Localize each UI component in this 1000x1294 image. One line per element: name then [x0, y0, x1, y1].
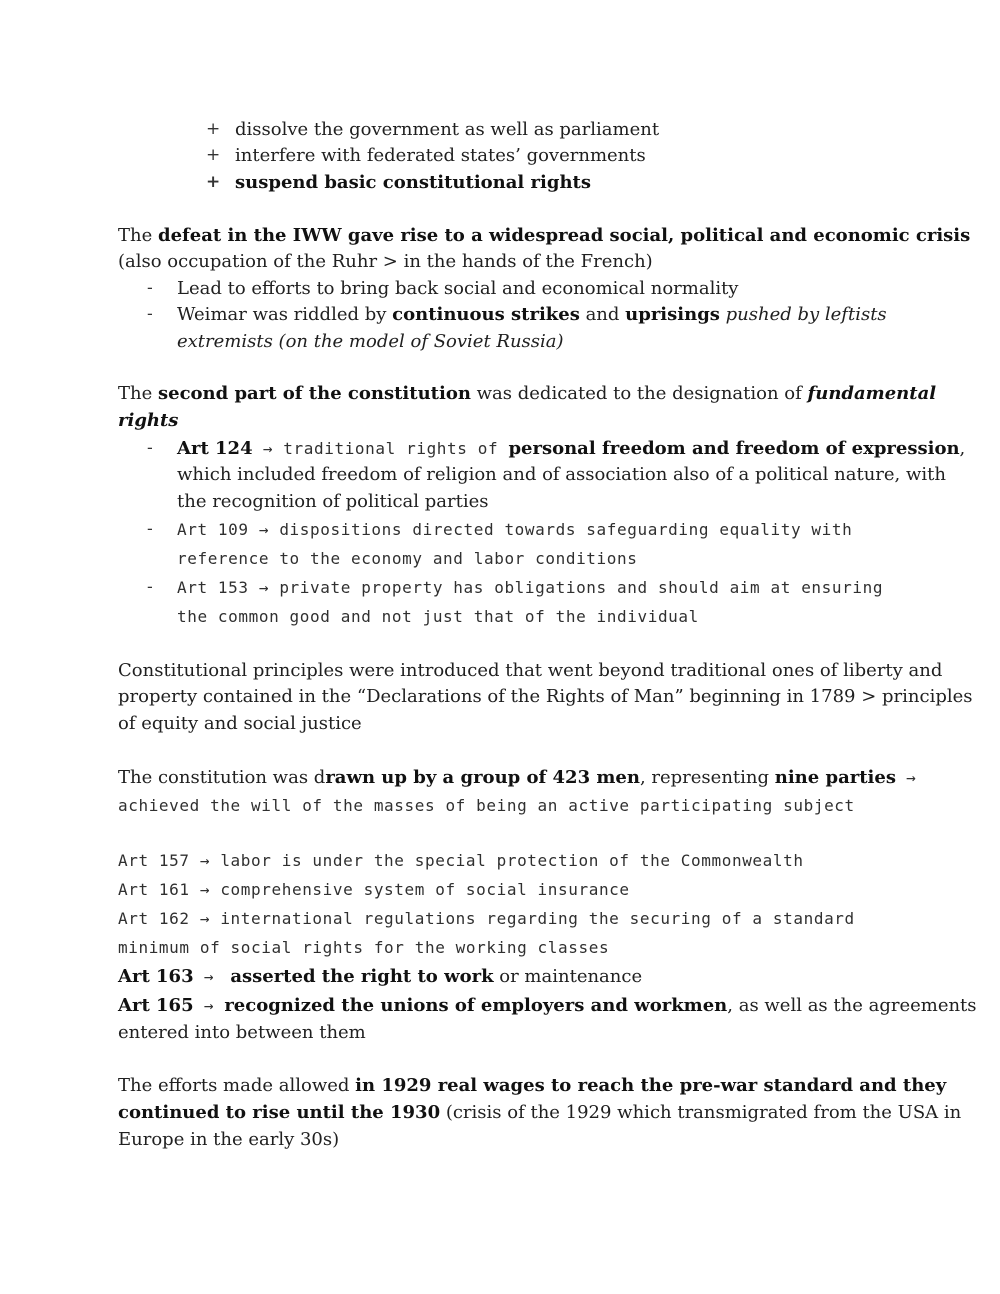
list-item: Lead to efforts to bring back social and economical normality: [177, 278, 739, 299]
bold-text: continued to rise until the 1930: [118, 1102, 441, 1123]
article-line: Art 157 → labor is under the special protection of the Commonwealth: [118, 851, 804, 870]
bold-text: uprisings: [625, 304, 720, 325]
list-item: Art 109 → dispositions directed towards safeguarding equality with: [177, 520, 853, 539]
list-item: suspend basic constitutional rights: [235, 172, 591, 193]
list-item-continuation: extremists (on the model of Soviet Russia): [177, 331, 564, 352]
text: (crisis of the 1929 which transmigrated from the USA in: [440, 1102, 962, 1123]
plus-bullet: +: [206, 172, 221, 192]
text: The: [118, 225, 158, 246]
bold-text: rawn up by a group of 423 men: [325, 767, 640, 788]
article-line: [118, 963, 642, 990]
list-item: dissolve the government as well as parliament: [235, 119, 660, 140]
paragraph-line: [118, 1072, 946, 1099]
article-label: Art 124: [177, 438, 253, 459]
arrow-text: →: [895, 768, 917, 787]
bold-italic-text: fundamental: [807, 383, 937, 404]
dash-bullet: -: [147, 304, 153, 324]
list-item-continuation: reference to the economy and labor conditions: [177, 549, 638, 568]
article-line: Art 161 → comprehensive system of social insurance: [118, 880, 630, 899]
plus-bullet: +: [206, 119, 221, 139]
bold-text: nine parties: [774, 767, 896, 788]
dash-bullet: -: [147, 577, 153, 597]
paragraph-line: Europe in the early 30s): [118, 1129, 340, 1150]
mono-text: → traditional rights of: [252, 439, 509, 458]
article-line: entered into between them: [118, 1022, 366, 1043]
paragraph-line: achieved the will of the masses of being an active participating subject: [118, 796, 855, 815]
dash-bullet: -: [147, 278, 153, 298]
bold-text: personal freedom and freedom of expression: [508, 438, 960, 459]
paragraph-line: [118, 764, 916, 791]
paragraph-line: of equity and social justice: [118, 713, 362, 734]
text: The efforts made allowed: [118, 1075, 356, 1096]
article-label: Art 165: [118, 995, 194, 1016]
text: Weimar was riddled by: [177, 304, 393, 325]
paragraph-line: rights: [118, 410, 179, 431]
article-line: Art 162 → international regulations regarding the securing of a standard: [118, 909, 855, 928]
list-item-continuation: the recognition of political parties: [177, 491, 489, 512]
arrow-text: →: [193, 996, 225, 1015]
text: , as well as the agreements: [727, 995, 977, 1016]
bold-text: second part of the constitution: [157, 383, 471, 404]
italic-text: pushed by leftists: [719, 304, 887, 325]
list-item: [177, 301, 887, 328]
article-line: minimum of social rights for the working classes: [118, 938, 610, 957]
arrow-text: →: [193, 967, 225, 986]
paragraph-line: property contained in the “Declarations of the Rights of Man” beginning in 1789 > principles: [118, 686, 973, 707]
text: and: [579, 304, 626, 325]
text: or maintenance: [493, 966, 643, 987]
text: was dedicated to the designation of: [470, 383, 808, 404]
text: ,: [959, 438, 966, 459]
list-item: Art 153 → private property has obligations and should aim at ensuring: [177, 578, 884, 597]
dash-bullet: -: [147, 438, 153, 458]
paragraph-line: [118, 222, 970, 249]
list-item: [177, 435, 965, 462]
bold-text: continuous strikes: [392, 304, 580, 325]
list-item-continuation: which included freedom of religion and of association also of a political nature, with: [177, 464, 946, 485]
text: The constitution was d: [118, 767, 326, 788]
article-label: Art 163: [118, 966, 194, 987]
bold-text: defeat in the IWW gave rise to a widespread social, political and economic crisis: [157, 225, 971, 246]
text: The: [118, 383, 158, 404]
bold-text: in 1929 real wages to reach the pre-war standard and they: [355, 1075, 947, 1096]
paragraph-line: (also occupation of the Ruhr > in the hands of the French): [118, 251, 653, 272]
plus-bullet: +: [206, 145, 221, 165]
list-item-continuation: the common good and not just that of the individual: [177, 607, 699, 626]
bold-text: asserted the right to work: [230, 966, 494, 987]
paragraph-line: Constitutional principles were introduced that went beyond traditional ones of liberty and: [118, 660, 943, 681]
paragraph-line: [118, 380, 936, 407]
article-line: [118, 992, 977, 1019]
dash-bullet: -: [147, 519, 153, 539]
list-item: interfere with federated states’ governments: [235, 145, 646, 166]
paragraph-line: [118, 1099, 961, 1126]
bold-text: recognized the unions of employers and workmen: [224, 995, 728, 1016]
text: , representing: [639, 767, 775, 788]
